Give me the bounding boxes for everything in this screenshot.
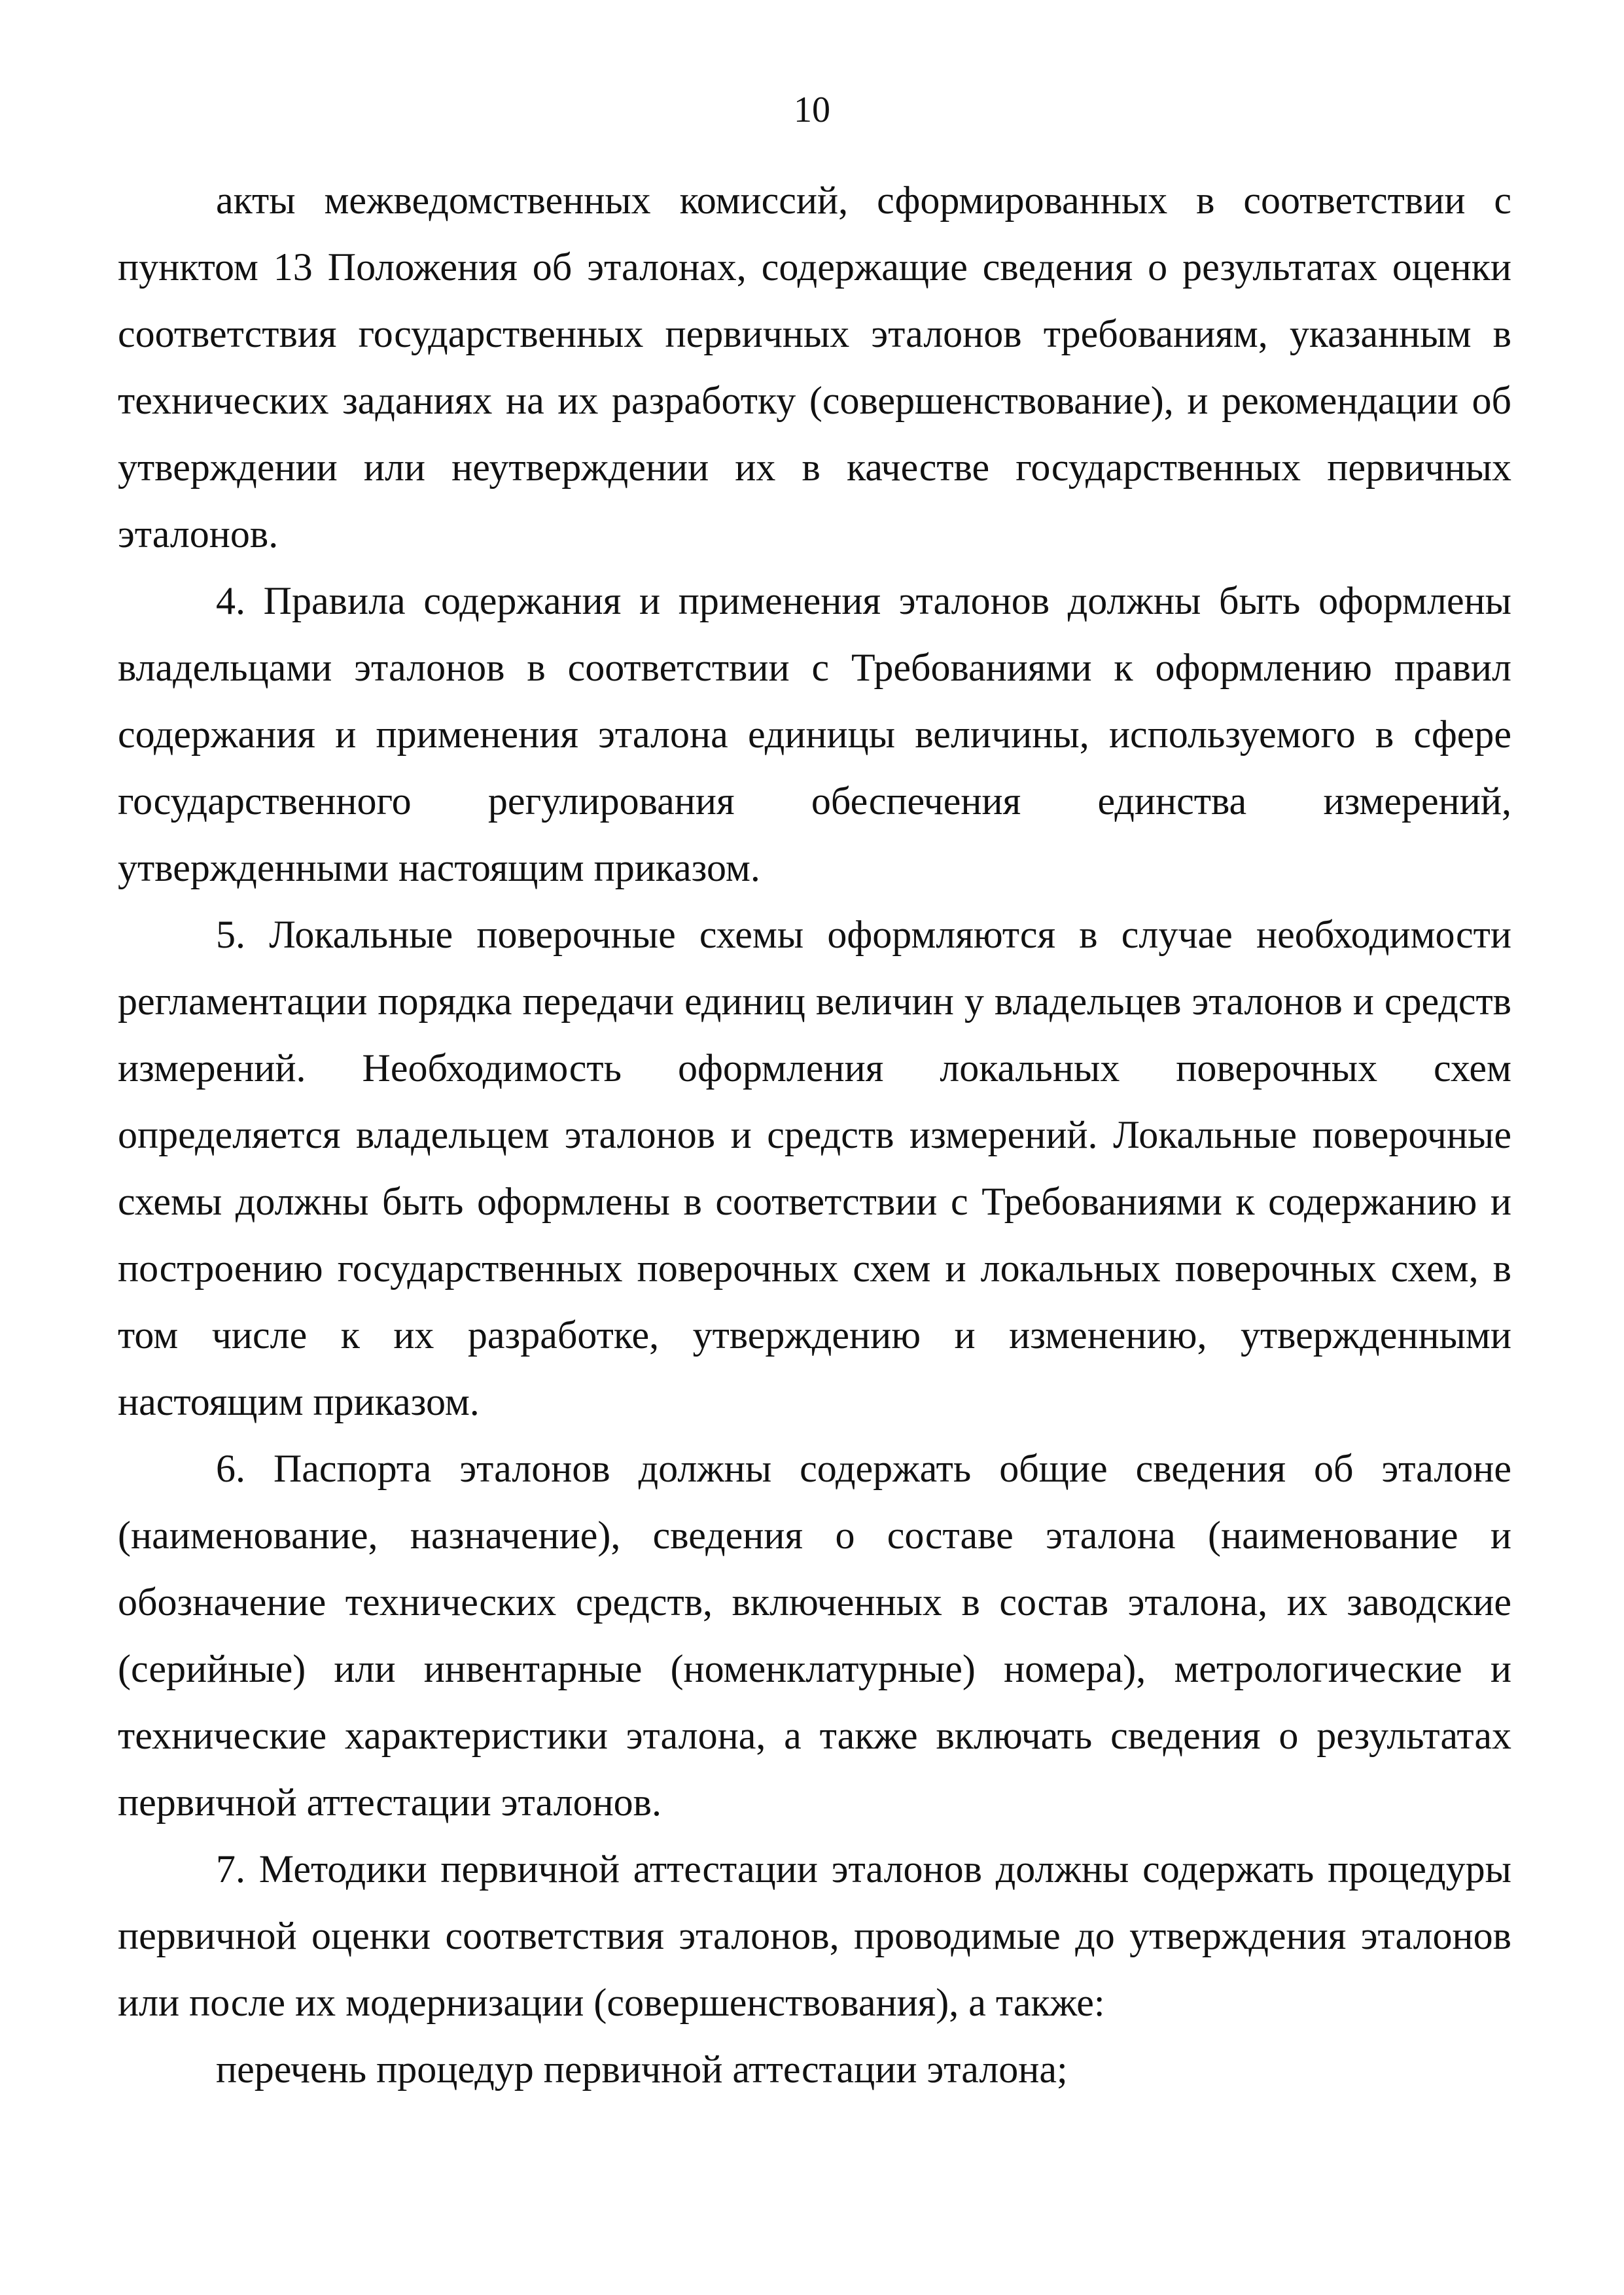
document-body (118, 167, 1511, 2103)
paragraph-7-attestation-methods: 7. Методики первичной аттестации эталонов должны содержать процедуры первичной оценки соответствия эталонов, проводимые до утверждения эталонов или после их модернизации (совершенствования), а также: (118, 1847, 1511, 2024)
page-number: 10 (794, 90, 830, 130)
paragraph-act-commissions: акты межведомственных комиссий, сформированных в соответствии с пунктом 13 Положения об эталонах, содержащие сведения о результатах оценки соответствия государственных первичных эталонов требованиям, указанным в технических заданиях на их разработку (совершенствование), и рекомендации об утверждении или неутверждении их в качестве государственных первичных эталонов. (118, 179, 1511, 556)
paragraph-6-standard-passports: 6. Паспорта эталонов должны содержать общие сведения об эталоне (наименование, назначение), сведения о составе эталона (наименование и обозначение технических средств, включенных в состав эталона, их заводские (серийные) или инвентарные (номенклатурные) номера), метрологические и технические характеристики эталона, а также включать сведения о результатах первичной аттестации эталонов. (118, 1447, 1511, 1824)
paragraph-5-local-verification-schemes: 5. Локальные поверочные схемы оформляются в случае необходимости регламентации порядка передачи единиц величин у владельцев эталонов и средств измерений. Необходимость оформления локальных поверочных схем определяется владельцем эталонов и средств измерений. Локальные поверочные схемы должны быть оформлены в соответствии с Требованиями к содержанию и построению государственных поверочных схем и локальных поверочных схем, в том числе к их разработке, утверждению и изменению, утвержденными настоящим приказом. (118, 913, 1511, 1423)
paragraph-procedures-list-item: перечень процедур первичной аттестации эталона; (216, 2048, 1068, 2091)
paragraph-4-maintenance-rules: 4. Правила содержания и применения эталонов должны быть оформлены владельцами эталонов в соответствии с Требованиями к оформлению правил содержания и применения эталона единицы величины, используемого в сфере государственного регулирования обеспечения единства измерений, утвержденными настоящим приказом. (118, 579, 1511, 889)
